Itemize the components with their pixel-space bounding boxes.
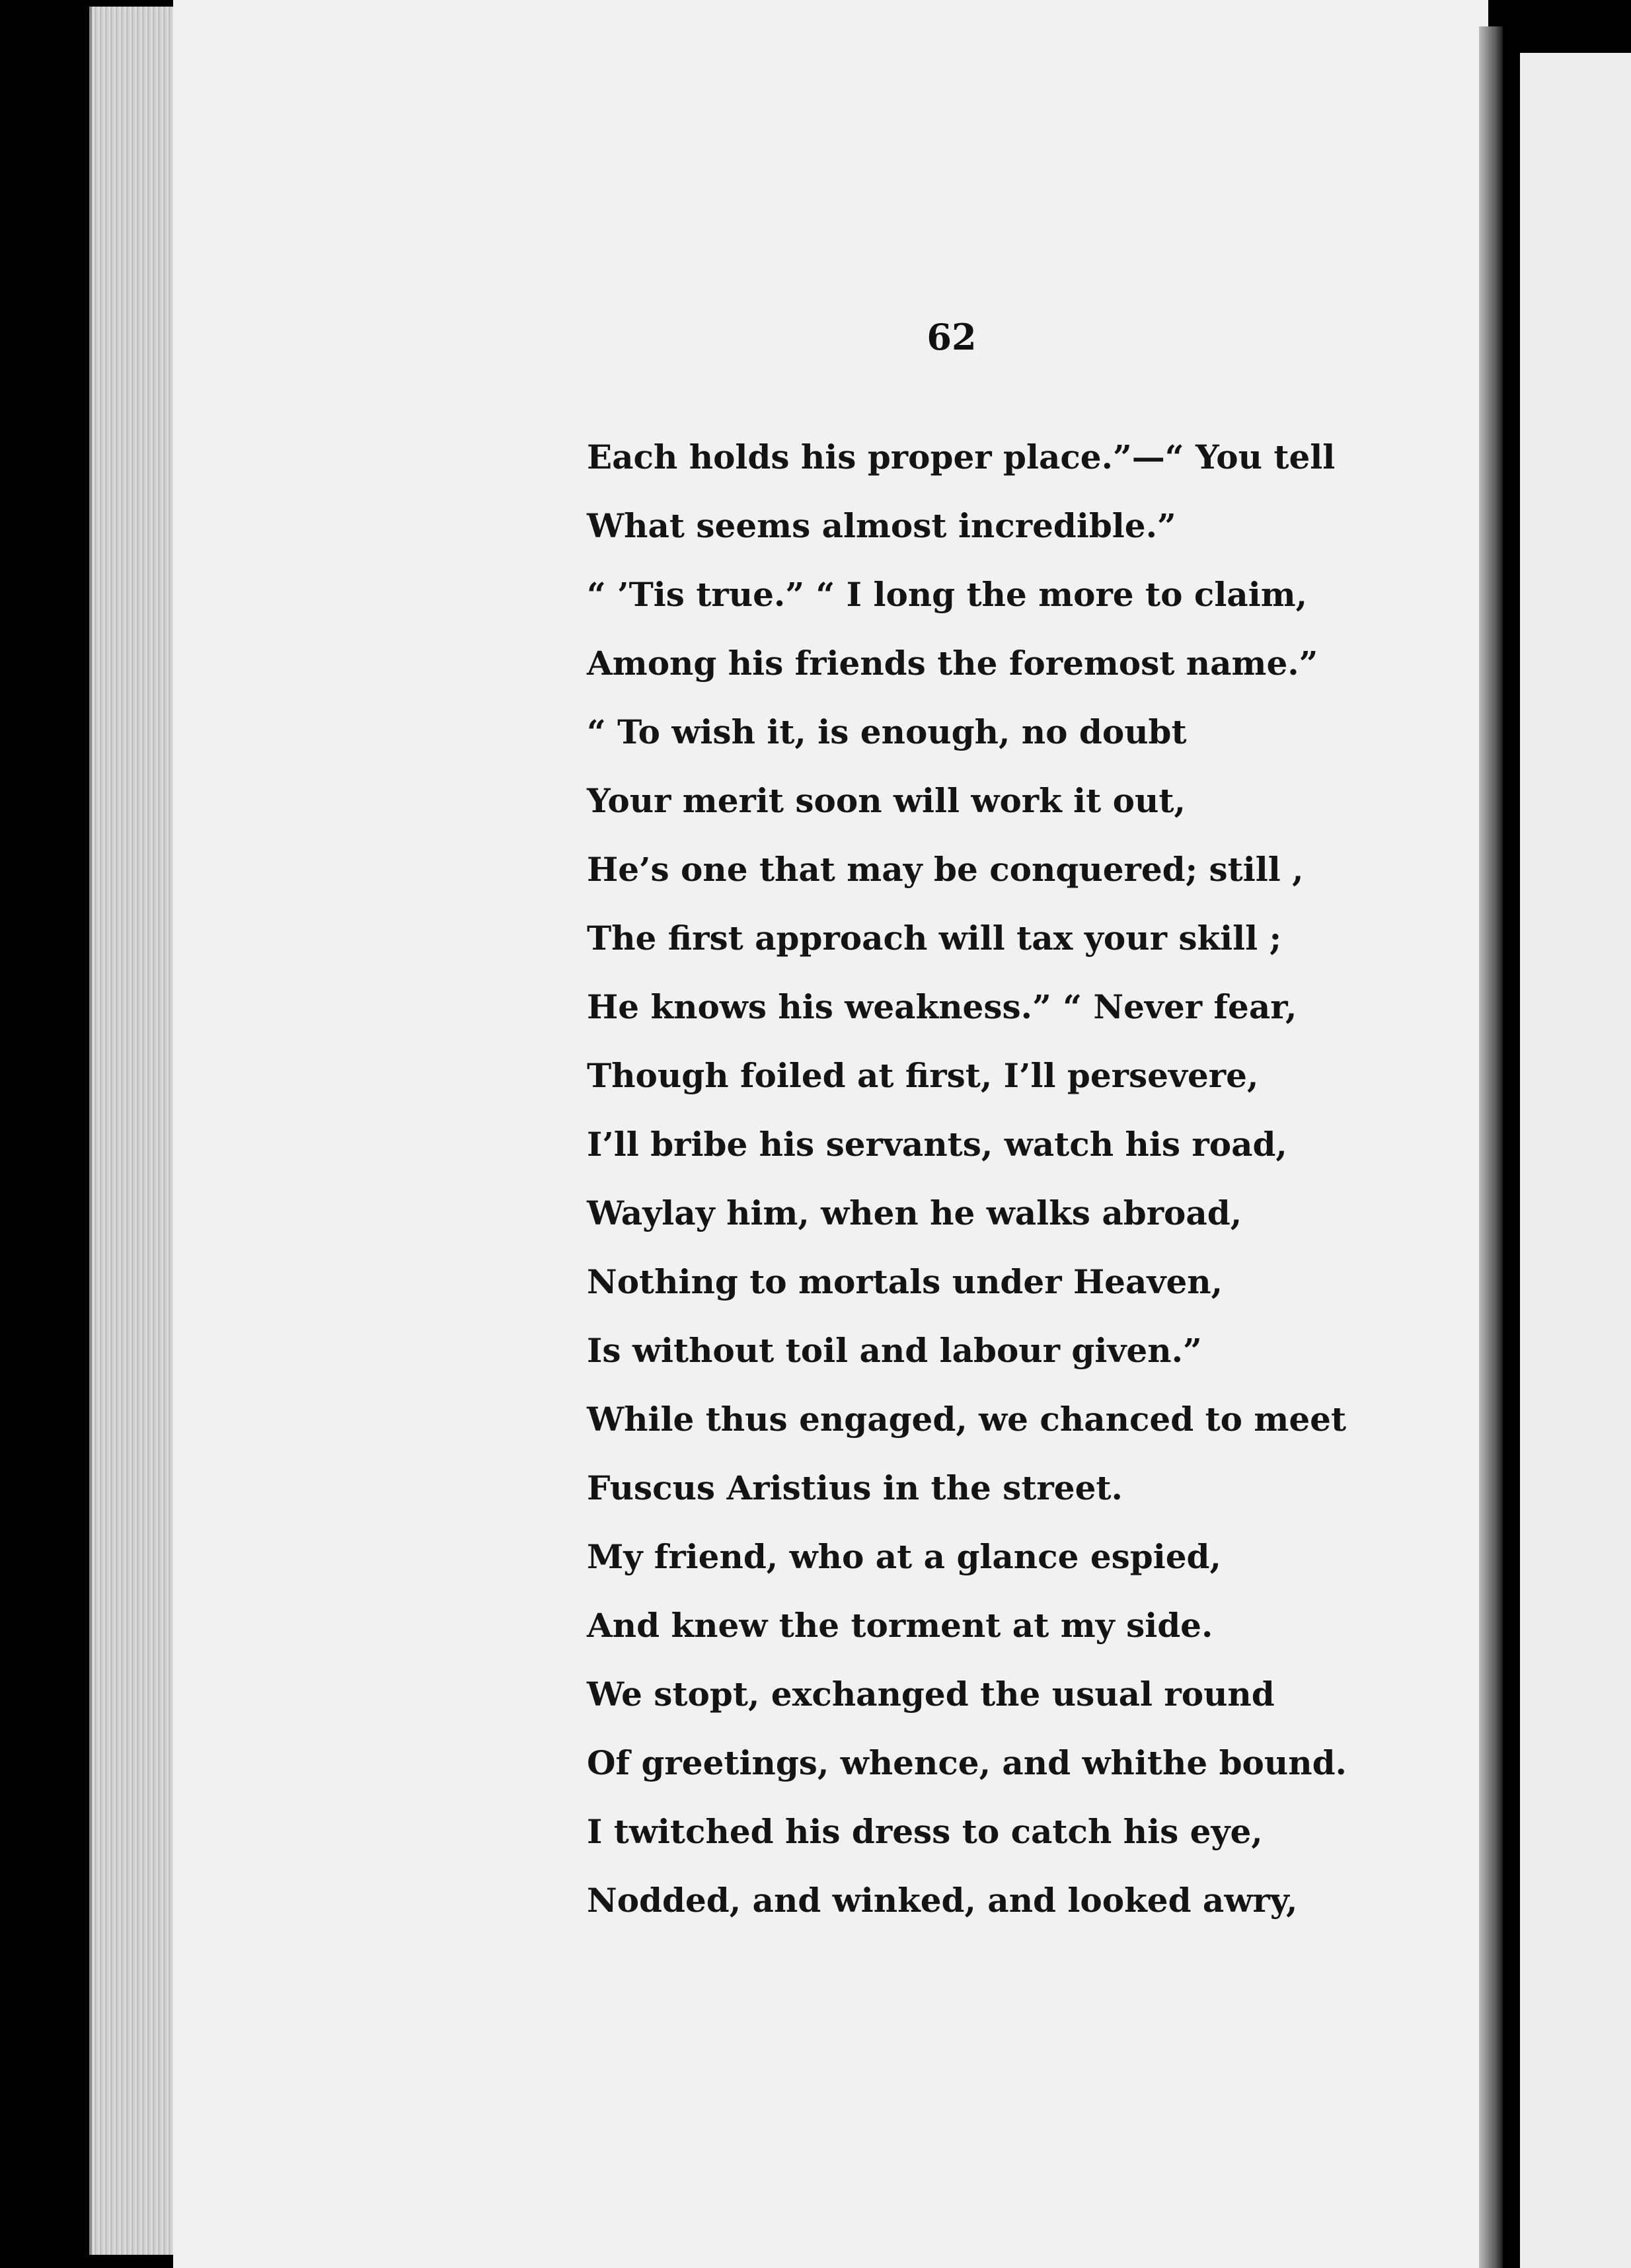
verse-line: I twitched his dress to catch his eye, <box>587 1812 1263 1851</box>
verse-line: “ ’Tis true.” “ I long the more to claim, <box>587 575 1308 614</box>
verse-line: He knows his weakness.” “ Never fear, <box>587 987 1297 1026</box>
verse-line: What seems almost incredible.” <box>587 506 1176 545</box>
verse-line: And knew the torment at my side. <box>587 1606 1213 1645</box>
verse-text <box>587 423 1347 1935</box>
verse-line: Nodded, and winked, and looked awry, <box>587 1881 1298 1920</box>
verse-line: While thus engaged, we chanced to meet <box>587 1400 1347 1439</box>
opposite-page <box>1520 53 1631 2268</box>
page-number: 62 <box>927 316 977 358</box>
verse-line: Your merit soon will work it out, <box>587 781 1186 820</box>
verse-line: Each holds his proper place.”—“ You tell <box>587 437 1336 476</box>
verse-line: He’s one that may be conquered; still , <box>587 850 1304 889</box>
verse-line: Though foiled at first, I’ll persevere, <box>587 1056 1259 1095</box>
verse-line: My friend, who at a glance espied, <box>587 1537 1221 1576</box>
verse-line: Waylay him, when he walks abroad, <box>587 1193 1242 1232</box>
verse-line: I’ll bribe his servants, watch his road, <box>587 1125 1287 1164</box>
verse-line: Fuscus Aristius in the street. <box>587 1468 1123 1507</box>
verse-line: “ To wish it, is enough, no doubt <box>587 712 1187 751</box>
verse-line: We stopt, exchanged the usual round <box>587 1675 1275 1714</box>
verse-line: The first approach will tax your skill ; <box>587 919 1282 958</box>
verse-line: Is without toil and labour given.” <box>587 1331 1202 1370</box>
verse-line: Nothing to mortals under Heaven, <box>587 1262 1223 1301</box>
verse-line: Among his friends the foremost name.” <box>587 644 1318 683</box>
verse-line: Of greetings, whence, and whithe bound. <box>587 1743 1347 1782</box>
gutter-shadow <box>1479 26 1503 2268</box>
